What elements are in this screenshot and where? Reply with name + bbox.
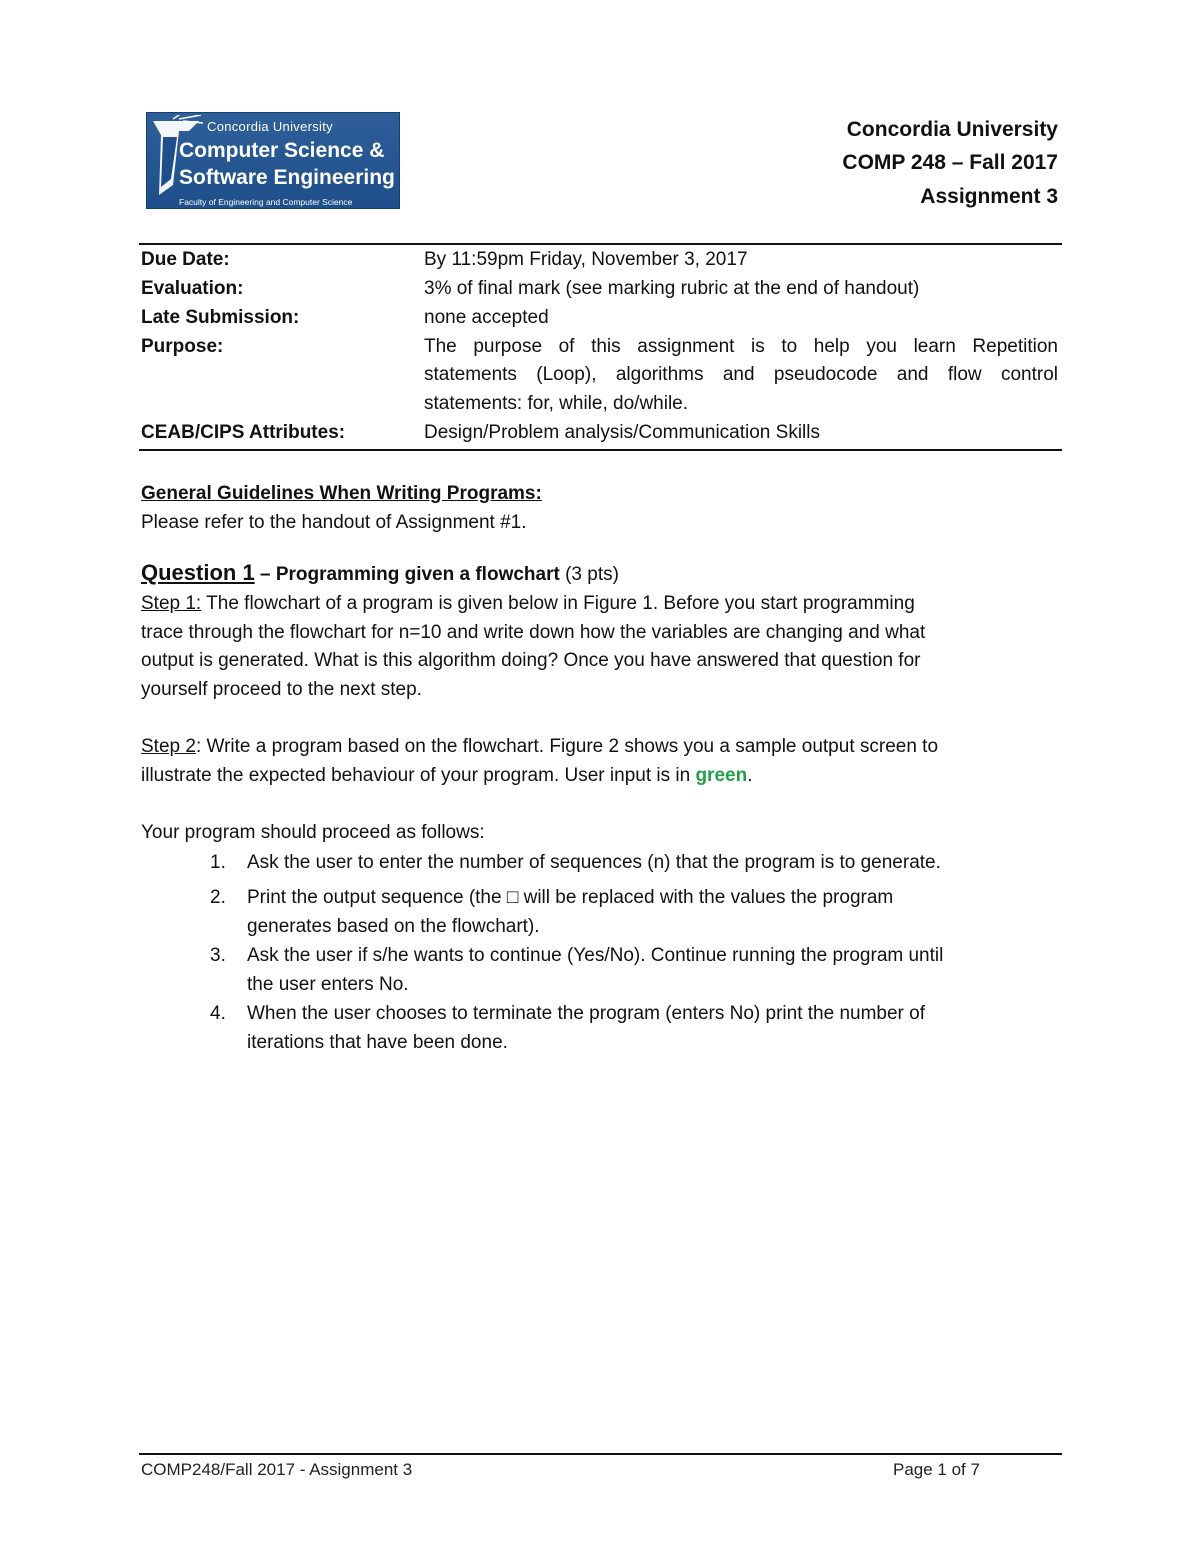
ceab-label: CEAB/CIPS Attributes: — [141, 422, 346, 443]
purpose-line-1: The purpose of this assignment is to help you learn Repetition — [424, 336, 1058, 357]
list-item-4-number: 4. — [210, 1003, 226, 1024]
logo-line-3: Faculty of Engineering and Computer Science — [179, 197, 353, 207]
footer-page-number: Page 1 of 7 — [893, 1460, 980, 1479]
list-item-4-line-1: When the user chooses to terminate the program (enters No) print the number of — [247, 1003, 925, 1024]
step1-label: Step 1: — [141, 593, 202, 614]
purpose-line-2: statements (Loop), algorithms and pseudocode and flow control — [424, 364, 1058, 385]
header-course: COMP 248 – Fall 2017 — [842, 151, 1058, 174]
footer-left: COMP248/Fall 2017 - Assignment 3 — [141, 1460, 413, 1479]
logo-university: Concordia University — [207, 119, 333, 134]
step1-line-2: trace through the flowchart for n=10 and write down how the variables are changing and what — [141, 622, 926, 643]
university-logo — [146, 112, 400, 209]
step2-label: Step 2 — [141, 736, 196, 757]
evaluation-label: Evaluation: — [141, 278, 244, 299]
logo-line-2: Software Engineering — [179, 166, 395, 189]
header-university: Concordia University — [846, 118, 1058, 141]
list-item-2-number: 2. — [210, 887, 226, 908]
guidelines-text: Please refer to the handout of Assignment #1. — [141, 512, 527, 533]
logo-line-1: Computer Science & — [179, 139, 385, 162]
list-item-3-number: 3. — [210, 945, 226, 966]
top-divider — [139, 243, 1062, 245]
step1-line-4: yourself proceed to the next step. — [141, 679, 422, 700]
header-assignment: Assignment 3 — [920, 185, 1058, 208]
list-item-3-line-1: Ask the user if s/he wants to continue (Yes/No). Continue running the program until — [247, 945, 944, 966]
ceab-value: Design/Problem analysis/Communication Skills — [424, 422, 820, 443]
purpose-value-cont — [424, 364, 1058, 386]
due-date-value: By 11:59pm Friday, November 3, 2017 — [424, 249, 748, 270]
list-item-1-number: 1. — [210, 852, 226, 873]
step2-line-2 — [141, 765, 752, 787]
purpose-line-3: statements: for, while, do/while. — [424, 393, 689, 414]
bottom-divider — [139, 449, 1062, 451]
list-item-2-line-2: generates based on the flowchart). — [247, 916, 540, 937]
list-item-1-line-1: Ask the user to enter the number of sequences (n) that the program is to generate. — [247, 852, 941, 873]
question-1-heading — [141, 560, 619, 586]
purpose-value — [424, 336, 1058, 358]
list-item-4-line-2: iterations that have been done. — [247, 1032, 508, 1053]
list-item-3-line-2: the user enters No. — [247, 974, 409, 995]
list-item-2-line-1: Print the output sequence (the □ will be replaced with the values the program — [247, 887, 894, 908]
question-1-title: Question 1 — [141, 560, 255, 585]
purpose-label: Purpose: — [141, 336, 224, 357]
step2-text-1: : Write a program based on the flowchart. Figure 2 shows you a sample output screen to — [195, 736, 939, 757]
step1-line-3: output is generated. What is this algorithm doing? Once you have answered that question for — [141, 650, 921, 671]
question-1-points: (3 pts) — [559, 564, 619, 585]
question-1-dash: – — [254, 564, 276, 585]
step2-line-1 — [141, 736, 938, 758]
step1-line-1 — [141, 593, 915, 615]
step2-text-2a: illustrate the expected behaviour of your program. User input is in — [141, 765, 696, 786]
late-submission-value: none accepted — [424, 307, 549, 328]
step2-green-word: green — [695, 765, 748, 786]
step1-text-1: The flowchart of a program is given below in Figure 1. Before you start programming — [201, 593, 915, 614]
evaluation-value: 3% of final mark (see marking rubric at the end of handout) — [424, 278, 920, 299]
step2-text-2b: . — [747, 765, 753, 786]
proceed-intro: Your program should proceed as follows: — [141, 822, 485, 843]
footer-divider — [139, 1453, 1062, 1455]
due-date-label: Due Date: — [141, 249, 230, 270]
guidelines-heading: General Guidelines When Writing Programs: — [141, 483, 542, 504]
question-1-subtitle: Programming given a flowchart — [275, 564, 560, 585]
late-submission-label: Late Submission: — [141, 307, 300, 328]
